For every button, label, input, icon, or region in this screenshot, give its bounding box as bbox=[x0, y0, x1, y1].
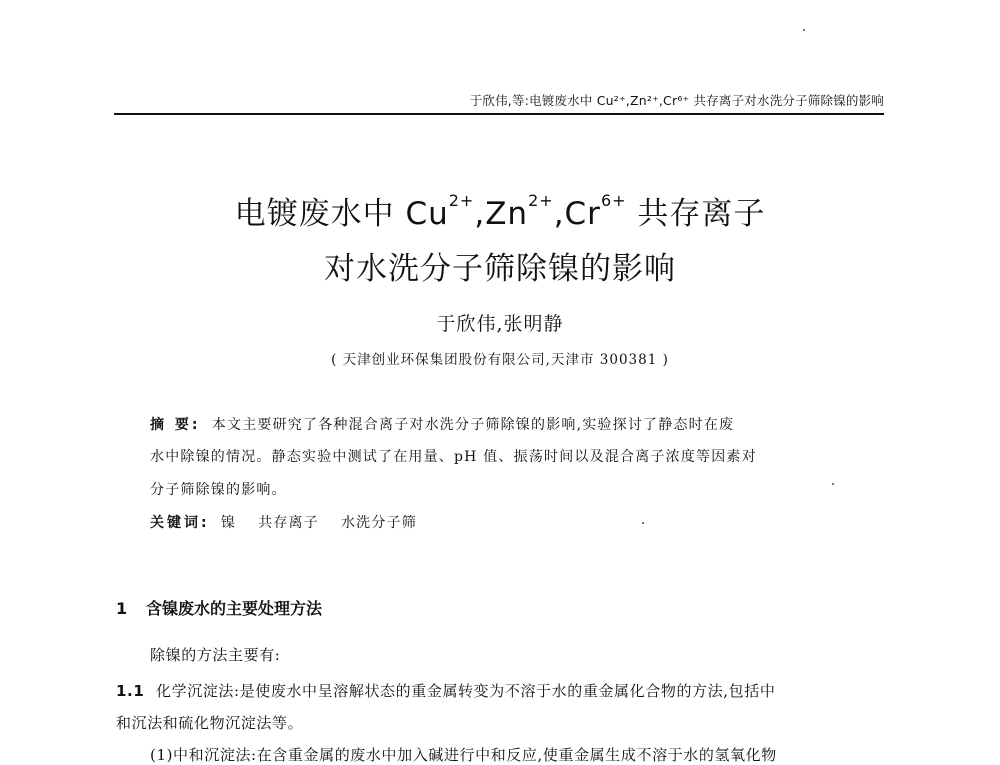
cu-charge: 2+ bbox=[448, 191, 475, 210]
section-title: 含镍废水的主要处理方法 bbox=[146, 599, 323, 618]
running-header: 于欣伟,等:电镀废水中 Cu²⁺,Zn²⁺,Cr⁶⁺ 共存离子对水洗分子筛除镍的影响 bbox=[469, 93, 884, 108]
abstract-line-1 bbox=[150, 414, 734, 434]
scan-speck bbox=[803, 29, 805, 31]
keyword-item: 共存离子 bbox=[258, 515, 319, 531]
subsection-text: 化学沉淀法:是使废水中呈溶解状态的重金属转变为不溶于水的重金属化合物的方法,包括中 bbox=[156, 682, 776, 700]
keyword-item: 水洗分子筛 bbox=[340, 515, 417, 531]
section-number: 1 bbox=[116, 599, 128, 618]
abstract-text-1: 本文主要研究了各种混合离子对水洗分子筛除镍的影响,实验探讨了静态时在废 bbox=[211, 417, 735, 433]
title-cr: ,Cr bbox=[553, 196, 601, 232]
list-item-1: (1)中和沉淀法:在含重金属的废水中加入碱进行中和反应,使重金属生成不溶于水的氢氧化物 bbox=[150, 746, 777, 764]
abstract-line-3: 分子筛除镍的影响。 bbox=[150, 482, 287, 498]
title-zn: ,Zn bbox=[474, 196, 529, 232]
scan-speck bbox=[642, 522, 644, 524]
section-1-heading bbox=[116, 596, 322, 619]
subsection-number: 1.1 bbox=[116, 682, 145, 700]
paper-title-line-1 bbox=[0, 188, 1000, 233]
affiliation: ( 天津创业环保集团股份有限公司,天津市 300381 ) bbox=[331, 352, 669, 368]
subsection-1-1-line-1 bbox=[116, 680, 775, 701]
header-rule bbox=[114, 113, 884, 115]
paper-title-line-2: 对水洗分子筛除镍的影响 bbox=[324, 251, 676, 287]
subsection-1-1-line-2: 和沉法和硫化物沉淀法等。 bbox=[116, 714, 304, 732]
keywords-label: 关键词: bbox=[150, 515, 210, 531]
keywords-line bbox=[150, 512, 417, 532]
cr-charge: 6+ bbox=[600, 191, 627, 210]
zn-charge: 2+ bbox=[528, 191, 554, 210]
abstract-label: 摘 要: bbox=[150, 417, 201, 433]
scan-speck bbox=[832, 483, 834, 485]
title-tail: 共存离子 bbox=[626, 196, 766, 232]
authors: 于欣伟,张明静 bbox=[436, 313, 564, 335]
title-lead: 电镀废水中 Cu bbox=[234, 196, 449, 232]
section-intro: 除镍的方法主要有: bbox=[150, 646, 281, 664]
abstract-line-2: 水中除镍的情况。静态实验中测试了在用量、pH 值、振荡时间以及混合离子浓度等因素对 bbox=[150, 449, 757, 465]
keyword-item: 镍 bbox=[220, 515, 237, 531]
